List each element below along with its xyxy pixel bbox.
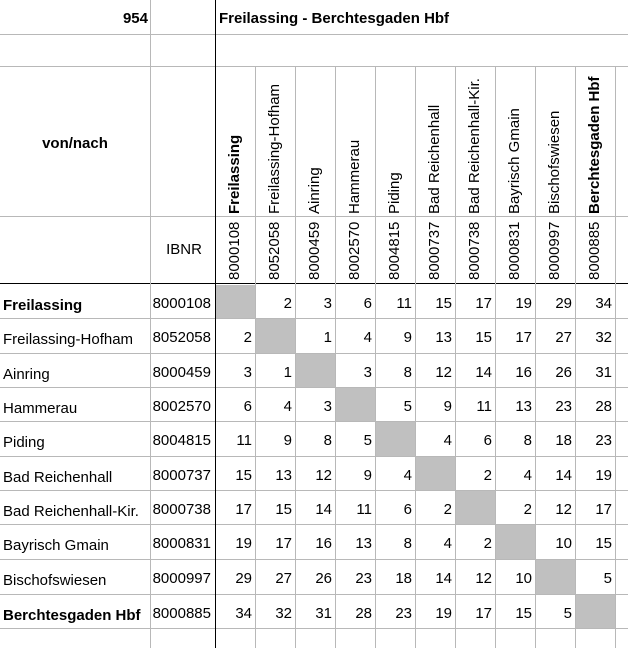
- row-station-name: Ainring: [3, 365, 50, 383]
- column-header-name: Berchtesgaden Hbf: [586, 76, 603, 214]
- column-header-ibnr: 8000459: [306, 221, 323, 280]
- distance-cell: 15: [515, 604, 532, 622]
- distance-cell: 4: [363, 329, 372, 346]
- distance-cell: 29: [555, 294, 572, 312]
- corner-label: von/nach: [42, 134, 108, 152]
- column-header-name: Freilassing-Hofham: [266, 83, 283, 214]
- distance-cell: 13: [275, 466, 292, 484]
- diagonal-cell: [376, 422, 415, 456]
- distance-cell: 9: [283, 432, 292, 449]
- column-header-ibnr: 8052058: [266, 221, 283, 280]
- diagonal-cell: [256, 319, 295, 353]
- distance-cell: 6: [363, 294, 372, 312]
- diagonal-cell: [536, 560, 575, 594]
- row-station-name: Bad Reichenhall-Kir.: [3, 502, 139, 520]
- distance-cell: 2: [283, 294, 292, 312]
- distance-cell: 11: [396, 294, 412, 312]
- distance-cell: 13: [355, 535, 372, 552]
- column-header-ibnr: 8000738: [466, 221, 483, 280]
- distance-cell: 4: [523, 466, 532, 484]
- distance-cell: 29: [235, 570, 252, 587]
- distance-cell: 19: [515, 294, 532, 312]
- distance-cell: 8: [403, 363, 412, 381]
- column-header-ibnr: 8004815: [386, 221, 403, 280]
- column-header-name: Ainring: [306, 167, 323, 214]
- distance-cell: 13: [515, 397, 532, 415]
- distance-cell: 18: [395, 570, 412, 587]
- distance-cell: 14: [315, 500, 332, 518]
- ibnr-label: IBNR: [166, 240, 202, 258]
- distance-cell: 32: [595, 329, 612, 346]
- diagonal-cell: [496, 525, 535, 559]
- distance-cell: 2: [243, 329, 252, 346]
- distance-cell: 14: [435, 570, 452, 587]
- distance-cell: 11: [236, 432, 252, 449]
- distance-cell: 23: [595, 432, 612, 449]
- grid-hline: [0, 66, 628, 67]
- diagonal-cell: [456, 491, 495, 524]
- row-station-ibnr: 8004815: [152, 432, 211, 449]
- distance-cell: 12: [475, 570, 492, 587]
- distance-cell: 34: [235, 604, 252, 622]
- distance-cell: 14: [475, 363, 492, 381]
- column-header-name: Freilassing: [226, 134, 243, 214]
- distance-cell: 31: [595, 363, 612, 381]
- distance-cell: 17: [235, 500, 252, 518]
- distance-cell: 5: [563, 604, 572, 622]
- column-header-name: Bad Reichenhall: [426, 104, 443, 214]
- column-header-name: Piding: [386, 172, 403, 214]
- distance-cell: 6: [243, 397, 252, 415]
- diagonal-cell: [416, 457, 455, 490]
- grid-hline: [0, 216, 628, 217]
- diagonal-cell: [576, 595, 615, 628]
- distance-cell: 17: [475, 294, 492, 312]
- distance-cell: 19: [235, 535, 252, 552]
- distance-cell: 10: [555, 535, 572, 552]
- row-station-name: Hammerau: [3, 399, 78, 417]
- row-station-name: Bad Reichenhall: [3, 468, 113, 486]
- distance-cell: 27: [555, 329, 572, 346]
- distance-cell: 2: [443, 500, 452, 518]
- row-station-name: Berchtesgaden Hbf: [3, 606, 141, 624]
- distance-cell: 1: [323, 329, 332, 346]
- distance-cell: 8: [403, 535, 412, 552]
- distance-cell: 27: [275, 570, 292, 587]
- distance-cell: 11: [356, 500, 372, 518]
- row-station-ibnr: 8002570: [152, 397, 211, 415]
- distance-cell: 9: [443, 397, 452, 415]
- distance-cell: 28: [595, 397, 612, 415]
- distance-cell: 17: [515, 329, 532, 346]
- distance-cell: 15: [435, 294, 452, 312]
- column-header-ibnr: 8000737: [426, 221, 443, 280]
- distance-cell: 19: [435, 604, 452, 622]
- row-station-ibnr: 8000459: [152, 363, 211, 381]
- distance-cell: 13: [435, 329, 452, 346]
- distance-cell: 5: [363, 432, 372, 449]
- distance-cell: 16: [515, 363, 532, 381]
- column-header-name: Bischofswiesen: [546, 110, 563, 214]
- distance-cell: 8: [523, 432, 532, 449]
- row-station-ibnr: 8000108: [152, 294, 211, 312]
- distance-cell: 6: [403, 500, 412, 518]
- diagonal-cell: [296, 354, 335, 387]
- distance-cell: 16: [315, 535, 332, 552]
- distance-cell: 12: [435, 363, 452, 381]
- distance-cell: 31: [315, 604, 332, 622]
- distance-cell: 3: [323, 294, 332, 312]
- column-header-ibnr: 8000997: [546, 221, 563, 280]
- distance-cell: 15: [275, 500, 292, 518]
- distance-cell: 12: [315, 466, 332, 484]
- distance-cell: 17: [275, 535, 292, 552]
- row-station-ibnr: 8000831: [152, 535, 211, 552]
- row-station-name: Bischofswiesen: [3, 572, 107, 589]
- route-title: Freilassing - Berchtesgaden Hbf: [219, 9, 450, 27]
- column-header-ibnr: 8000831: [506, 221, 523, 280]
- distance-cell: 3: [323, 397, 332, 415]
- distance-cell: 2: [483, 535, 492, 552]
- distance-cell: 28: [355, 604, 372, 622]
- distance-cell: 3: [243, 363, 252, 381]
- distance-cell: 26: [315, 570, 332, 587]
- distance-cell: 23: [395, 604, 412, 622]
- distance-cell: 10: [515, 570, 532, 587]
- distance-cell: 4: [443, 535, 452, 552]
- distance-cell: 17: [475, 604, 492, 622]
- distance-cell: 26: [555, 363, 572, 381]
- distance-cell: 18: [555, 432, 572, 449]
- column-header-name: Hammerau: [346, 139, 363, 214]
- column-header-ibnr: 8000108: [226, 221, 243, 280]
- distance-cell: 2: [483, 466, 492, 484]
- distance-cell: 11: [476, 397, 492, 415]
- distance-cell: 17: [595, 500, 612, 518]
- distance-cell: 23: [355, 570, 372, 587]
- distance-cell: 19: [595, 466, 612, 484]
- distance-cell: 23: [555, 397, 572, 415]
- distance-cell: 32: [275, 604, 292, 622]
- distance-cell: 12: [555, 500, 572, 518]
- distance-cell: 14: [555, 466, 572, 484]
- distance-cell: 4: [443, 432, 452, 449]
- row-station-name: Bayrisch Gmain: [3, 537, 109, 554]
- distance-cell: 5: [603, 570, 612, 587]
- diagonal-cell: [216, 285, 255, 318]
- distance-cell: 4: [403, 466, 412, 484]
- distance-cell: 4: [283, 397, 292, 415]
- distance-cell: 3: [363, 363, 372, 381]
- grid-hline-header: [0, 283, 628, 284]
- row-station-ibnr: 8000885: [152, 604, 211, 622]
- row-station-ibnr: 8000737: [152, 466, 211, 484]
- distance-cell: 34: [595, 294, 612, 312]
- column-header-name: Bad Reichenhall-Kir.: [466, 78, 483, 214]
- distance-cell: 6: [483, 432, 492, 449]
- distance-cell: 8: [323, 432, 332, 449]
- route-number: 954: [122, 9, 148, 27]
- distance-cell: 15: [595, 535, 612, 552]
- column-header-ibnr: 8002570: [346, 221, 363, 280]
- row-station-name: Piding: [3, 434, 45, 451]
- row-station-ibnr: 8000738: [152, 500, 211, 518]
- diagonal-cell: [336, 388, 375, 421]
- column-header-ibnr: 8000885: [586, 221, 603, 280]
- distance-cell: 9: [363, 466, 372, 484]
- distance-cell: 9: [403, 329, 412, 346]
- distance-cell: 2: [523, 500, 532, 518]
- distance-cell: 15: [235, 466, 252, 484]
- grid-hline: [0, 34, 628, 35]
- row-station-name: Freilassing-Hofham: [3, 331, 134, 348]
- row-station-ibnr: 8052058: [152, 329, 211, 346]
- distance-cell: 1: [283, 363, 292, 381]
- column-header-name: Bayrisch Gmain: [506, 108, 523, 214]
- distance-cell: 15: [475, 329, 492, 346]
- row-station-name: Freilassing: [3, 296, 83, 314]
- row-station-ibnr: 8000997: [152, 570, 211, 587]
- distance-cell: 5: [403, 397, 412, 415]
